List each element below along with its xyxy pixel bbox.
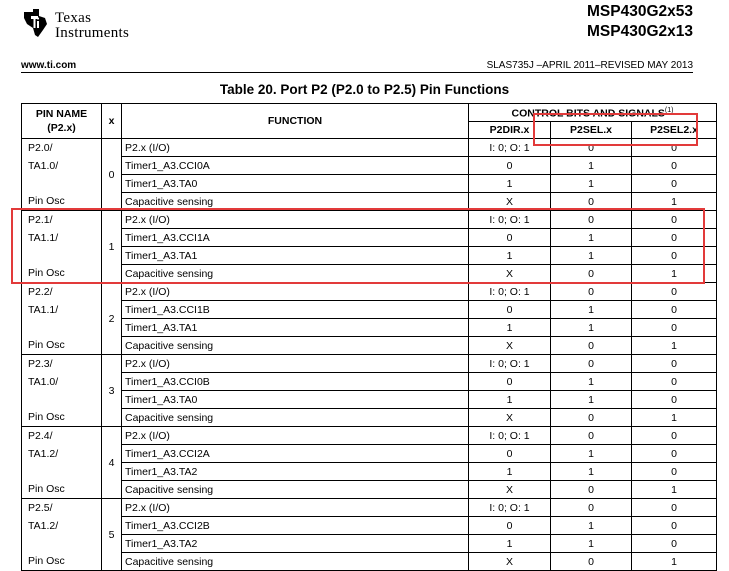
function-cell: Timer1_A3.TA0	[122, 175, 469, 193]
pin-name-line: P2.0/	[28, 142, 53, 154]
p2sel2-cell: 0	[632, 499, 717, 517]
p2dir-cell: 1	[469, 175, 551, 193]
table-row	[22, 373, 717, 391]
p2sel-cell: 1	[551, 463, 632, 481]
pin-index-cell: 3	[102, 355, 122, 427]
p2sel2-cell: 0	[632, 517, 717, 535]
p2sel2-cell: 1	[632, 265, 717, 283]
ti-logo	[21, 8, 151, 42]
p2sel2-cell: 0	[632, 175, 717, 193]
function-cell: Capacitive sensing	[122, 193, 469, 211]
pin-name-cell	[22, 499, 102, 571]
p2sel2-cell: 0	[632, 463, 717, 481]
pin-name-line: Pin Osc	[28, 267, 65, 279]
pin-name-line: Pin Osc	[28, 483, 65, 495]
pin-name-line: Pin Osc	[28, 195, 65, 207]
pin-name-cell	[22, 355, 102, 427]
p2dir-cell: I: 0; O: 1	[469, 427, 551, 445]
p2dir-cell: I: 0; O: 1	[469, 283, 551, 301]
table-row	[22, 319, 717, 337]
table-row	[22, 481, 717, 499]
table-row	[22, 517, 717, 535]
function-cell: P2.x (I/O)	[122, 427, 469, 445]
p2dir-cell: X	[469, 553, 551, 571]
p2sel2-cell: 0	[632, 319, 717, 337]
table-row	[22, 463, 717, 481]
p2sel2-cell: 0	[632, 373, 717, 391]
header-pin-name: PIN NAME (P2.x)	[22, 104, 102, 139]
p2sel-cell: 1	[551, 391, 632, 409]
header-divider	[21, 72, 693, 73]
pin-spacer	[25, 391, 98, 408]
p2sel2-cell: 0	[632, 355, 717, 373]
function-cell: P2.x (I/O)	[122, 139, 469, 157]
p2sel-cell: 1	[551, 229, 632, 247]
p2dir-cell: X	[469, 409, 551, 427]
p2sel2-cell: 0	[632, 283, 717, 301]
website-url[interactable]: www.ti.com	[21, 60, 77, 71]
highlight-p2-1-group	[11, 208, 705, 284]
pin-name-line: Pin Osc	[28, 555, 65, 567]
pin-name-line: P2.4/	[28, 430, 53, 442]
function-cell: P2.x (I/O)	[122, 355, 469, 373]
pin-name-line: TA1.2/	[28, 448, 59, 460]
p2sel-cell: 0	[551, 499, 632, 517]
p2sel2-cell: 0	[632, 211, 717, 229]
header-control-bits: CONTROL BITS AND SIGNALS$^{(1)}$	[469, 104, 717, 122]
p2dir-cell: 1	[469, 247, 551, 265]
header-x: x	[102, 104, 122, 139]
table-row	[22, 499, 717, 517]
p2dir-cell: I: 0; O: 1	[469, 139, 551, 157]
p2sel-cell: 1	[551, 301, 632, 319]
header-p2dir: P2DIR.x	[469, 121, 551, 139]
pin-index-cell: 1	[102, 211, 122, 283]
p2dir-cell: 1	[469, 535, 551, 553]
pin-functions-table	[21, 103, 717, 571]
p2dir-cell: 1	[469, 319, 551, 337]
p2dir-cell: 0	[469, 229, 551, 247]
function-cell: Capacitive sensing	[122, 409, 469, 427]
p2dir-cell: X	[469, 265, 551, 283]
p2sel2-cell: 0	[632, 301, 717, 319]
header-pin-name-sub: (P2.x)	[47, 122, 76, 134]
function-cell: Timer1_A3.CCI2B	[122, 517, 469, 535]
pin-spacer	[25, 175, 98, 192]
p2dir-cell: 0	[469, 373, 551, 391]
function-cell: Timer1_A3.TA1	[122, 247, 469, 265]
footnote-ref[interactable]: (1)	[664, 107, 674, 114]
header-function: FUNCTION	[122, 104, 469, 139]
p2dir-cell: 1	[469, 391, 551, 409]
p2sel-cell: 0	[551, 427, 632, 445]
pin-spacer	[25, 535, 98, 552]
p2sel-cell: 0	[551, 337, 632, 355]
p2dir-cell: 0	[469, 301, 551, 319]
table-caption: Table 20. Port P2 (P2.0 to P2.5) Pin Functions	[219, 82, 510, 97]
function-cell: Capacitive sensing	[122, 265, 469, 283]
pin-index-cell: 4	[102, 427, 122, 499]
pin-name-line: TA1.1/	[28, 232, 59, 244]
table-row	[22, 427, 717, 445]
part-number-2: MSP430G2x13	[587, 23, 693, 40]
p2sel2-cell: 1	[632, 193, 717, 211]
p2sel2-cell: 0	[632, 427, 717, 445]
p2sel-cell: 1	[551, 157, 632, 175]
function-cell: Timer1_A3.CCI0A	[122, 157, 469, 175]
function-cell: Timer1_A3.TA1	[122, 319, 469, 337]
p2sel-cell: 1	[551, 517, 632, 535]
p2sel2-cell: 0	[632, 229, 717, 247]
p2sel-cell: 0	[551, 211, 632, 229]
function-cell: P2.x (I/O)	[122, 499, 469, 517]
function-cell: Timer1_A3.TA2	[122, 535, 469, 553]
p2dir-cell: 0	[469, 157, 551, 175]
pin-name-line: TA1.0/	[28, 376, 59, 388]
function-cell: Timer1_A3.TA0	[122, 391, 469, 409]
function-cell: Timer1_A3.TA2	[122, 463, 469, 481]
table-row	[22, 301, 717, 319]
pin-name-line: P2.3/	[28, 358, 53, 370]
p2sel-cell: 1	[551, 319, 632, 337]
pin-name-line: P2.1/	[28, 214, 53, 226]
function-cell: Capacitive sensing	[122, 481, 469, 499]
pin-name-line: TA1.0/	[28, 160, 59, 172]
function-cell: Timer1_A3.CCI1B	[122, 301, 469, 319]
table-row	[22, 157, 717, 175]
pin-name-line: Pin Osc	[28, 411, 65, 423]
part-numbers	[587, 2, 693, 42]
table-row	[22, 445, 717, 463]
table-row	[22, 535, 717, 553]
table-row	[22, 175, 717, 193]
table-body	[22, 139, 717, 571]
pin-spacer	[25, 463, 98, 480]
pin-name-line: P2.5/	[28, 502, 53, 514]
document-id: SLAS735J –APRIL 2011–REVISED MAY 2013	[486, 60, 693, 71]
p2sel2-cell: 0	[632, 247, 717, 265]
p2sel-cell: 0	[551, 283, 632, 301]
pin-name-line: Pin Osc	[28, 339, 65, 351]
ti-state-icon	[21, 8, 51, 38]
p2dir-cell: X	[469, 193, 551, 211]
highlight-p2sel-columns	[533, 113, 698, 146]
logo-line1: Texas	[55, 10, 92, 26]
function-cell: Capacitive sensing	[122, 553, 469, 571]
p2sel2-cell: 0	[632, 391, 717, 409]
header-p2sel: P2SEL.x	[551, 121, 632, 139]
p2sel-cell: 0	[551, 355, 632, 373]
table-row	[22, 553, 717, 571]
p2dir-cell: I: 0; O: 1	[469, 499, 551, 517]
function-cell: Capacitive sensing	[122, 337, 469, 355]
function-cell: P2.x (I/O)	[122, 283, 469, 301]
pin-index-cell: 2	[102, 283, 122, 355]
ti-wordmark	[55, 11, 129, 41]
p2sel2-cell: 1	[632, 481, 717, 499]
header-p2sel2: P2SEL2.x	[632, 121, 717, 139]
p2dir-cell: X	[469, 481, 551, 499]
part-number-1: MSP430G2x53	[587, 3, 693, 20]
p2sel-cell: 1	[551, 535, 632, 553]
p2dir-cell: 1	[469, 463, 551, 481]
p2sel2-cell: 0	[632, 445, 717, 463]
pin-name-line: TA1.2/	[28, 520, 59, 532]
p2dir-cell: 0	[469, 445, 551, 463]
p2sel-cell: 1	[551, 175, 632, 193]
p2sel2-cell: 0	[632, 139, 717, 157]
p2dir-cell: 0	[469, 517, 551, 535]
p2sel-cell: 0	[551, 193, 632, 211]
p2sel-cell: 0	[551, 481, 632, 499]
p2dir-cell: I: 0; O: 1	[469, 211, 551, 229]
function-cell: Timer1_A3.CCI2A	[122, 445, 469, 463]
table-row	[22, 283, 717, 301]
logo-line2: Instruments	[55, 25, 130, 41]
function-cell: P2.x (I/O)	[122, 211, 469, 229]
p2sel-cell: 1	[551, 247, 632, 265]
p2sel-cell: 0	[551, 265, 632, 283]
p2dir-cell: I: 0; O: 1	[469, 355, 551, 373]
function-cell: Timer1_A3.CCI0B	[122, 373, 469, 391]
p2sel-cell: 0	[551, 409, 632, 427]
pin-spacer	[25, 319, 98, 336]
p2sel-cell: 1	[551, 373, 632, 391]
pin-name-cell	[22, 139, 102, 211]
pin-index-cell: 5	[102, 499, 122, 571]
p2sel-cell: 0	[551, 553, 632, 571]
pin-name-line: TA1.1/	[28, 304, 59, 316]
p2sel2-cell: 1	[632, 553, 717, 571]
pin-name-cell	[22, 283, 102, 355]
pin-name-cell	[22, 427, 102, 499]
table-row	[22, 409, 717, 427]
p2sel-cell: 0	[551, 139, 632, 157]
pin-name-line: P2.2/	[28, 286, 53, 298]
function-cell: Timer1_A3.CCI1A	[122, 229, 469, 247]
table-row	[22, 337, 717, 355]
p2sel-cell: 1	[551, 445, 632, 463]
table-row	[22, 391, 717, 409]
p2dir-cell: X	[469, 337, 551, 355]
p2sel2-cell: 0	[632, 157, 717, 175]
table-row	[22, 355, 717, 373]
p2sel2-cell: 0	[632, 535, 717, 553]
pin-index-cell: 0	[102, 139, 122, 211]
p2sel2-cell: 1	[632, 409, 717, 427]
p2sel2-cell: 1	[632, 337, 717, 355]
